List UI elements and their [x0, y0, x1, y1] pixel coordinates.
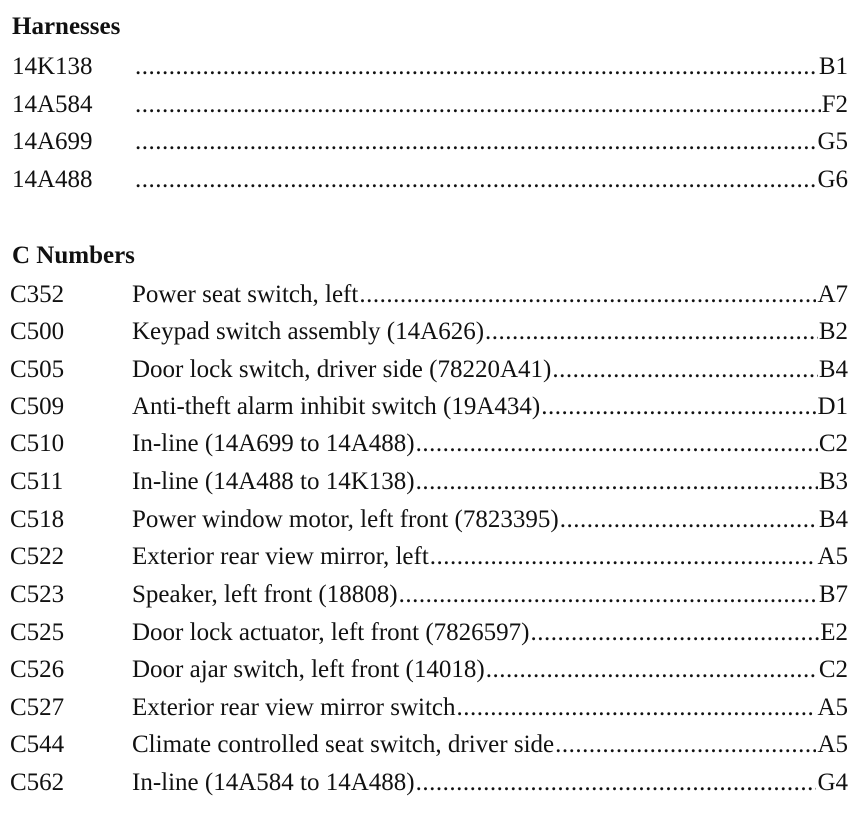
- harness-row: [12, 165, 848, 195]
- dot-leader: [485, 317, 818, 347]
- harness-code: 14A699: [12, 128, 93, 155]
- connector-row: [10, 618, 848, 648]
- connector-row: [10, 730, 848, 760]
- connector-description: Climate controlled seat switch, driver side: [132, 731, 555, 758]
- connector-row: [10, 317, 848, 347]
- connector-code: C527: [10, 694, 65, 721]
- connector-code: C500: [10, 318, 65, 345]
- connector-code: C522: [10, 543, 65, 570]
- connector-description: Speaker, left front (18808): [132, 581, 398, 608]
- connector-code: C562: [10, 769, 65, 796]
- connector-row: [10, 467, 848, 497]
- connector-row: [10, 429, 848, 459]
- connector-description: Door lock switch, driver side (78220A41): [132, 356, 552, 383]
- connector-code: C518: [10, 506, 65, 533]
- harness-code: 14K138: [12, 53, 93, 80]
- connector-description: Exterior rear view mirror, left: [132, 543, 429, 570]
- connector-code: C510: [10, 430, 65, 457]
- harness-row: [12, 127, 848, 157]
- connector-location: C2: [818, 656, 848, 683]
- dot-leader: [457, 693, 817, 723]
- connector-row: [10, 542, 848, 572]
- connector-location: A5: [817, 731, 848, 758]
- dot-leader: [430, 542, 817, 572]
- connector-row: [10, 355, 848, 385]
- dot-leader: [135, 90, 821, 120]
- harness-location: B1: [818, 53, 848, 80]
- connector-description: In-line (14A488 to 14K138): [132, 468, 415, 495]
- connector-description: In-line (14A699 to 14A488): [132, 430, 415, 457]
- connector-location: B7: [818, 581, 848, 608]
- connector-code: C523: [10, 581, 65, 608]
- harness-code: 14A584: [12, 91, 93, 118]
- connector-location: B4: [818, 356, 848, 383]
- dot-leader: [555, 730, 816, 760]
- connector-description: Door ajar switch, left front (14018): [132, 656, 485, 683]
- connector-location: B2: [818, 318, 848, 345]
- dot-leader: [541, 392, 816, 422]
- connector-location: E2: [820, 619, 848, 646]
- harness-code: 14A488: [12, 166, 93, 193]
- connector-code: C525: [10, 619, 65, 646]
- connector-location: A5: [817, 543, 848, 570]
- connector-description: Power window motor, left front (7823395): [132, 506, 559, 533]
- connector-description: Power seat switch, left: [132, 281, 359, 308]
- harness-location: G6: [817, 166, 848, 193]
- connector-description: Keypad switch assembly (14A626): [132, 318, 485, 345]
- connector-location: G4: [817, 769, 848, 796]
- connector-description: Door lock actuator, left front (7826597): [132, 619, 530, 646]
- connector-row: [10, 655, 848, 685]
- harness-location: G5: [817, 128, 848, 155]
- connector-code: C509: [10, 393, 65, 420]
- connector-description: Exterior rear view mirror switch: [132, 694, 456, 721]
- connector-row: [10, 580, 848, 610]
- connector-code: C505: [10, 356, 65, 383]
- connector-row: [10, 768, 848, 798]
- connector-location: D1: [817, 393, 848, 420]
- c-numbers-heading: C Numbers: [12, 242, 135, 269]
- dot-leader: [416, 429, 818, 459]
- dot-leader: [135, 165, 816, 195]
- connector-code: C526: [10, 656, 65, 683]
- harnesses-heading: Harnesses: [12, 13, 121, 40]
- connector-row: [10, 392, 848, 422]
- connector-description: Anti-theft alarm inhibit switch (19A434): [132, 393, 541, 420]
- harness-row: [12, 90, 848, 120]
- connector-location: A7: [817, 281, 848, 308]
- harness-location: F2: [821, 91, 848, 118]
- dot-leader: [416, 467, 818, 497]
- connector-location: B4: [818, 506, 848, 533]
- connector-location: C2: [818, 430, 848, 457]
- connector-row: [10, 280, 848, 310]
- connector-row: [10, 693, 848, 723]
- dot-leader: [552, 355, 817, 385]
- dot-leader: [486, 655, 818, 685]
- connector-code: C544: [10, 731, 65, 758]
- connector-code: C511: [10, 468, 64, 495]
- connector-location: A5: [817, 694, 848, 721]
- harness-row: [12, 52, 848, 82]
- connector-location: B3: [818, 468, 848, 495]
- dot-leader: [135, 52, 818, 82]
- connector-code: C352: [10, 281, 65, 308]
- dot-leader: [135, 127, 816, 157]
- dot-leader: [531, 618, 820, 648]
- dot-leader: [560, 505, 818, 535]
- connector-description: In-line (14A584 to 14A488): [132, 769, 415, 796]
- connector-row: [10, 505, 848, 535]
- dot-leader: [399, 580, 818, 610]
- dot-leader: [416, 768, 817, 798]
- dot-leader: [359, 280, 816, 310]
